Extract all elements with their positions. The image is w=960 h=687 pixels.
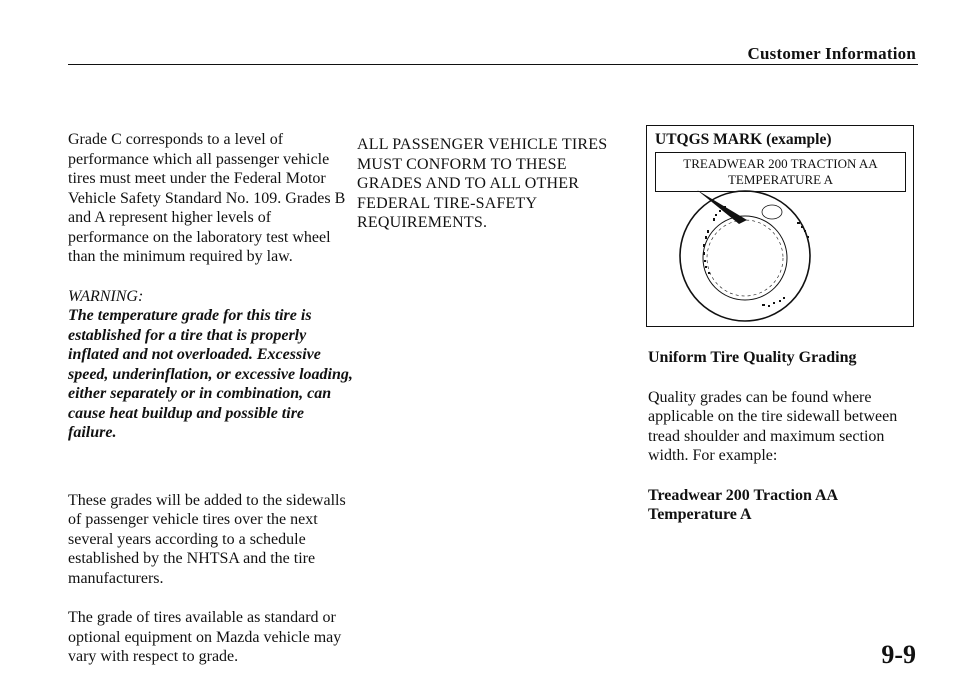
utqgs-figure	[646, 125, 914, 327]
figure-title: UTQGS MARK (example)	[655, 131, 832, 148]
example-line1: Treadwear 200 Traction AA	[648, 486, 839, 504]
mazda-grade-paragraph: The grade of tires available as standard or optional equipment on Mazda vehicle may vary with respect to grade.	[68, 609, 342, 665]
header-rule	[68, 64, 918, 65]
warning-heading: WARNING:	[68, 287, 144, 305]
section-title: Customer Information	[747, 44, 916, 63]
column-left	[68, 130, 353, 687]
example-line2: Temperature A	[648, 506, 752, 523]
utqg-heading: Uniform Tire Quality Grading	[648, 349, 857, 366]
grade-c-paragraph: Grade C corresponds to a level of performance which all passenger vehicle tires must meet under the Federal Motor Vehicle Safety Standard No. 109. Grades B and A represent higher levels of performance on the laboratory test wheel than the minimum required by law.	[68, 131, 346, 265]
conformance-statement: ALL PASSENGER VEHICLE TIRES MUST CONFORM TO THESE GRADES AND TO ALL OTHER FEDERAL TIRE-SAFETY REQUIREMENTS.	[357, 136, 608, 231]
figure-label-line1: TREADWEAR 200 TRACTION AA	[683, 156, 878, 171]
page-number: 9-9	[881, 640, 916, 669]
tire-sidewall-icon	[647, 126, 915, 328]
column-middle	[357, 135, 617, 253]
grades-added-paragraph: These grades will be added to the sidewalls of passenger vehicle tires over the next several years according to a schedule established by the NHTSA and the tire manufacturers.	[68, 491, 346, 587]
figure-label-line2: TEMPERATURE A	[727, 172, 834, 187]
quality-grades-paragraph: Quality grades can be found where applicable on the tire sidewall between tread shoulder and maximum section width. For example:	[648, 388, 898, 464]
warning-text: The temperature grade for this tire is established for a tire that is properly inflated and not overloaded. Excessive speed, underinflation, or excessive loading, either separately or in combination, can cause heat buildup and possible tire failure.	[68, 307, 353, 441]
column-right	[648, 348, 928, 525]
